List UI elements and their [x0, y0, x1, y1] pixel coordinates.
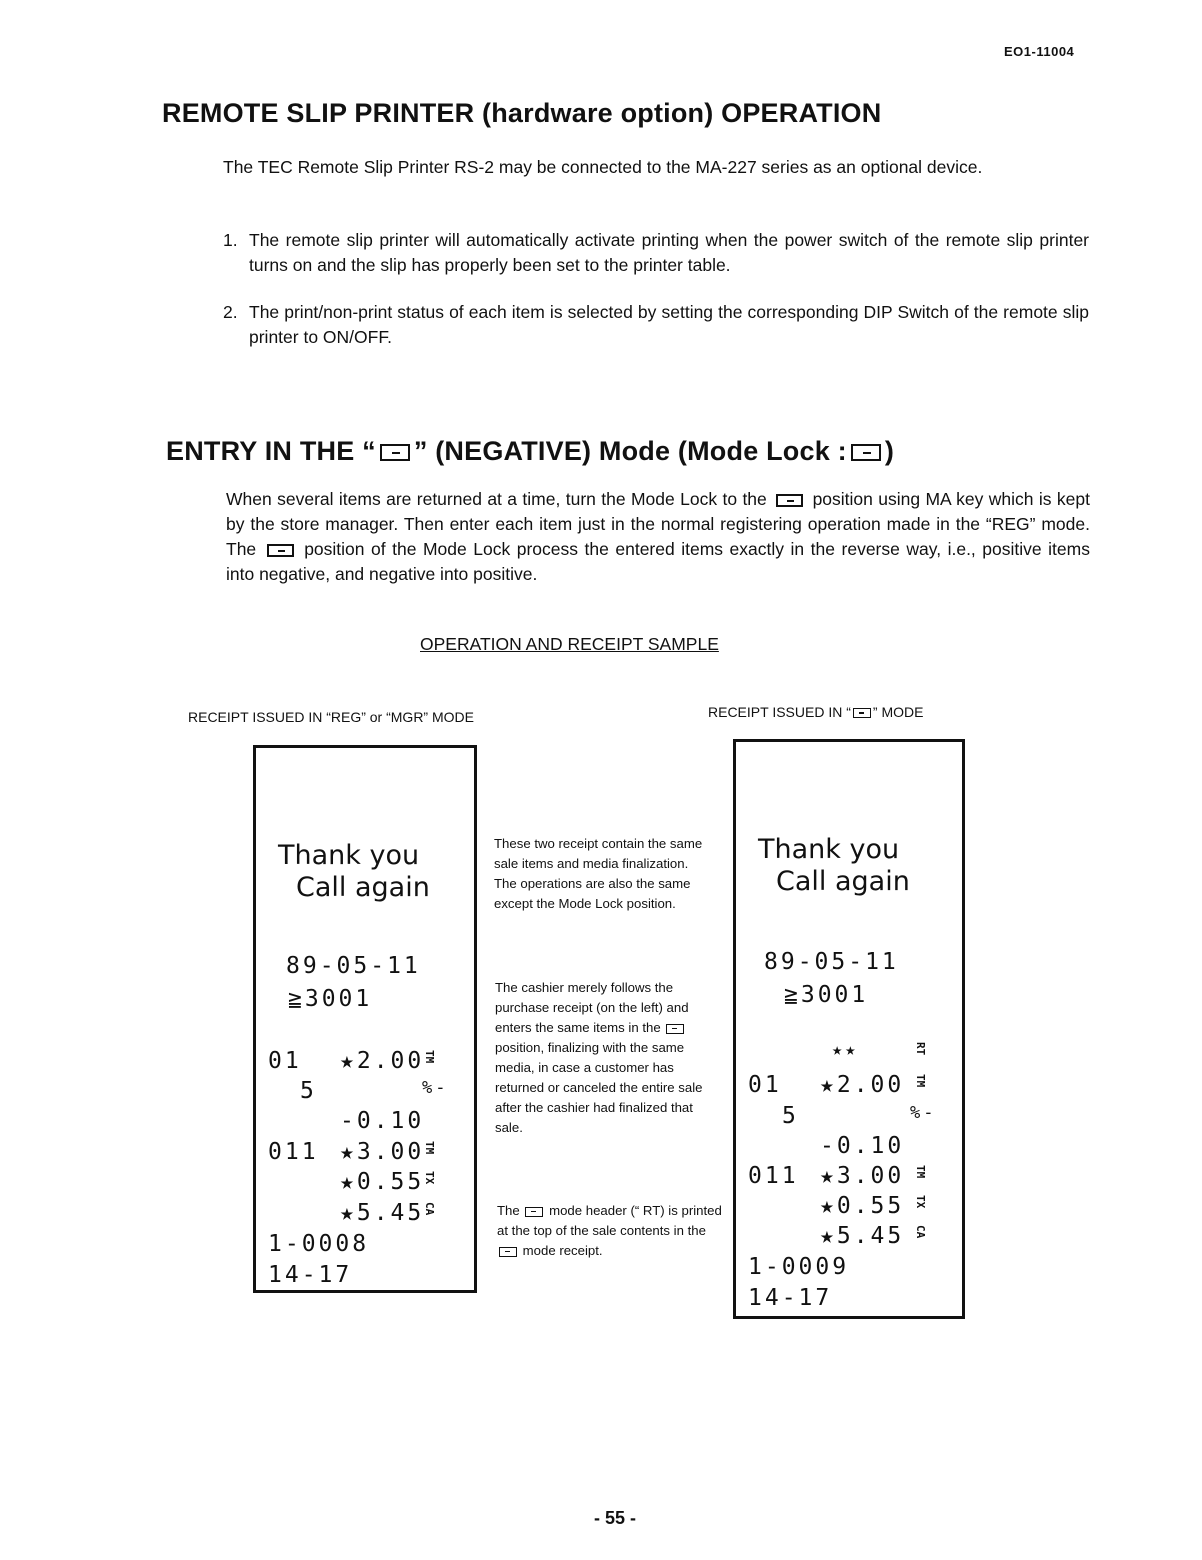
list-item-number: 2.: [223, 302, 238, 322]
receipt-date: 89-05-11: [286, 953, 421, 979]
receipt-percent-flag: %-: [422, 1078, 449, 1098]
receipt-thanks-line: Thank you: [278, 840, 420, 871]
receipt-negative-mode: [733, 739, 965, 1319]
receipt-flag: TM: [423, 1050, 436, 1064]
negative-key-icon: [380, 444, 410, 461]
receipt-consecutive-no: 1-0008: [268, 1231, 370, 1257]
list-item: [223, 300, 1089, 350]
receipt-qty: 5: [782, 1103, 799, 1129]
receipt-consecutive-no: 1-0009: [748, 1254, 850, 1280]
receipt-reg-mode: [253, 745, 477, 1293]
section-title-remote-slip-printer: REMOTE SLIP PRINTER (hardware option) OPERATION: [162, 98, 882, 128]
receipt-store-code: ≧3001: [288, 986, 373, 1012]
receipt-total: ★5.45: [340, 1200, 425, 1226]
receipt-tax: ★0.55: [340, 1169, 425, 1195]
negative-key-icon: [499, 1247, 517, 1257]
receipt-tax: ★0.55: [820, 1193, 905, 1219]
caption-right-receipt: RECEIPT ISSUED IN “ ” MODE: [708, 704, 924, 720]
negative-key-icon: [267, 544, 294, 557]
receipt-discount: -0.10: [820, 1133, 905, 1159]
negative-key-icon: [525, 1207, 543, 1217]
receipt-thanks-line: Call again: [296, 872, 430, 903]
receipt-dept-code: 011: [268, 1139, 319, 1165]
negative-key-icon: [776, 494, 803, 507]
document-id: EO1-11004: [1004, 44, 1075, 59]
section-title-negative-mode: ENTRY IN THE “ ” (NEGATIVE) Mode (Mode Lock : ): [166, 436, 895, 466]
receipt-flag: RT: [914, 1042, 927, 1056]
page-number: - 55 -: [594, 1508, 637, 1528]
list-item: [223, 228, 1089, 278]
receipt-dept-code: 01: [748, 1072, 782, 1098]
receipt-thanks-line: Thank you: [758, 834, 900, 865]
receipt-time: 14-17: [268, 1262, 353, 1288]
receipt-flag: TM: [423, 1141, 436, 1155]
explanation-note: The mode header (“ RT) is printed at the top of the sale contents in the mode receipt.: [497, 1203, 722, 1258]
receipt-amount: ★2.00: [820, 1072, 905, 1098]
list-item-text: The remote slip printer will automatically activate printing when the power switch of the remote slip printer turns on and the slip has properly been set to the printer table.: [249, 230, 1089, 275]
receipt-percent-flag: %-: [910, 1103, 937, 1123]
receipt-flag: TM: [914, 1165, 927, 1179]
receipt-amount: ★3.00: [340, 1139, 425, 1165]
receipt-flag: CA: [914, 1225, 927, 1239]
operation-heading: OPERATION AND RECEIPT SAMPLE: [420, 634, 719, 654]
receipt-negative-header: ★★: [832, 1040, 859, 1060]
receipt-amount: ★3.00: [820, 1163, 905, 1189]
caption-left-receipt: RECEIPT ISSUED IN “REG” or “MGR” MODE: [188, 709, 474, 725]
receipt-discount: -0.10: [340, 1108, 425, 1134]
receipt-flag: TM: [914, 1074, 927, 1088]
receipt-time: 14-17: [748, 1285, 833, 1311]
receipt-qty: 5: [300, 1078, 317, 1104]
receipt-flag: TX: [914, 1195, 927, 1209]
negative-key-icon: [666, 1024, 684, 1034]
explanation-note: The cashier merely follows the purchase receipt (on the left) and enters the same items in the position, finalizing with the same media, in case a customer has returned or canceled the entire sale after the cashier had finalized that sale.: [495, 980, 703, 1135]
list-item-number: 1.: [223, 230, 238, 250]
negative-key-icon: [851, 444, 881, 461]
receipt-thanks-line: Call again: [776, 866, 910, 897]
receipt-store-code: ≧3001: [784, 982, 869, 1008]
negative-key-icon: [853, 708, 871, 718]
receipt-flag: CA: [423, 1202, 436, 1216]
receipt-total: ★5.45: [820, 1223, 905, 1249]
explanation-note: These two receipt contain the same sale items and media finalization. The operations are also the same except the Mode Lock position.: [494, 836, 703, 911]
receipt-date: 89-05-11: [764, 949, 899, 975]
receipt-dept-code: 01: [268, 1048, 302, 1074]
list-item-text: The print/non-print status of each item is selected by setting the corresponding DIP Switch of the remote slip printer to ON/OFF.: [249, 302, 1089, 347]
section-intro: The TEC Remote Slip Printer RS-2 may be connected to the MA-227 series as an optional device.: [223, 157, 983, 177]
receipt-dept-code: 011: [748, 1163, 799, 1189]
negative-mode-description: When several items are returned at a time, turn the Mode Lock to the position using MA key which is kept by the store manager. Then enter each item just in the normal registering operation made in the “REG” mode. The position of the Mode Lock process the entered items exactly in the reverse way, i.e., positive items into negative, and negative into positive.: [226, 489, 1090, 584]
receipt-flag: TX: [423, 1171, 436, 1185]
receipt-amount: ★2.00: [340, 1048, 425, 1074]
